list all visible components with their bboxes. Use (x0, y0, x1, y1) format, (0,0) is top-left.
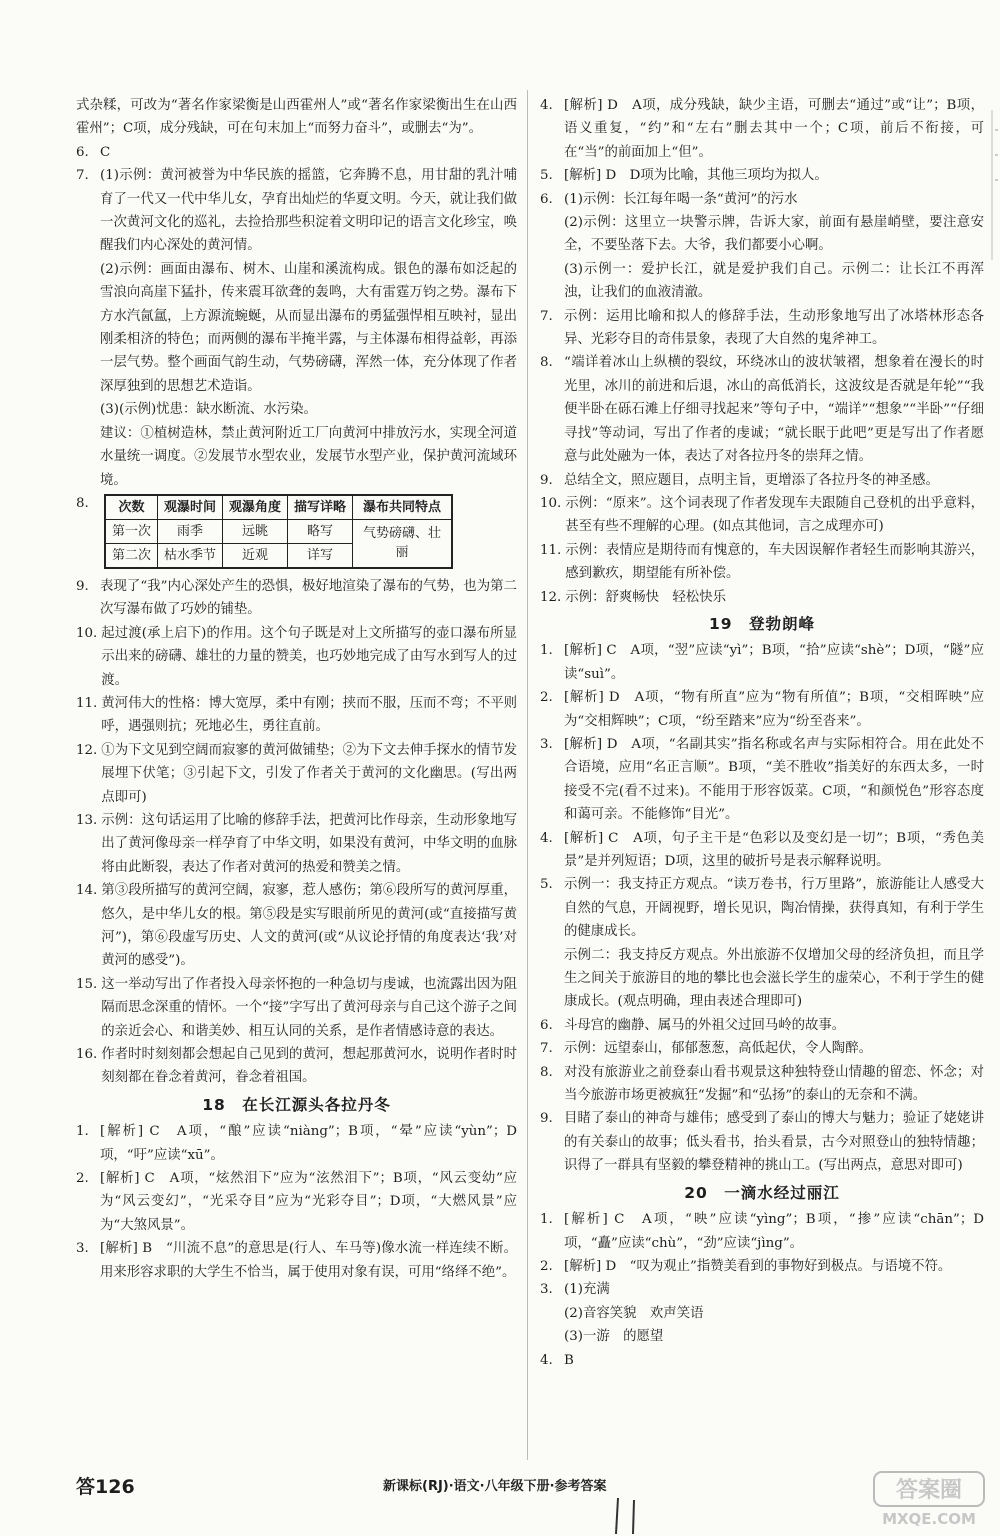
answer-number: 15. (76, 976, 98, 992)
answer-item (540, 1255, 984, 1278)
answer-text: [解析] C A项，“炫然泪下”应为“泫然泪下”；B项，“风云变幼”应为“风云变幻”，“光采夺目”应为“光彩夺目”；D项，“大燃风景”应为“大煞风景”。 (100, 1171, 517, 1233)
answer-number: 9. (76, 578, 89, 594)
answer-number: 11. (76, 695, 98, 711)
table-header-cell: 描写详略 (288, 495, 353, 520)
answer-item (76, 1120, 517, 1167)
answer-number: 1. (540, 1212, 553, 1228)
answer-item (540, 686, 984, 733)
answer-item (540, 1208, 984, 1255)
answer-item (76, 1043, 517, 1090)
answer-number: 14. (76, 883, 98, 899)
answer-text: 示例：表情应是期待而有愧意的，车夫因误解作者轻生而影响其游兴，感到歉疚，期望能有所补偿。 (565, 542, 984, 582)
section-heading: 19 登勃朗峰 (708, 614, 816, 633)
answer-text: [解析] D A项，成分残缺，缺少主语，可删去“通过”或“让”；B项，语义重复，“约”和“左右”删去其中一个；C项，前后不衔接，可在“当”的前面加上“但”。 (564, 98, 984, 160)
answer-item (540, 873, 984, 943)
answer-text: 目睹了泰山的神奇与雄伟；感受到了泰山的博大与魅力；验证了姥姥讲的有关泰山的故事；低头看书，抬头看景，古今对照登山的独特情趣；识得了一群具有坚毅的攀登精神的挑山工。(写出两点，意思对即可) (564, 1111, 984, 1174)
answer-number: 12. (540, 589, 562, 605)
answer-paragraph (540, 944, 984, 1014)
table-cell: 雨季 (158, 519, 223, 543)
page-number: 答126 (76, 1476, 135, 1498)
answer-text: 表现了“我”内心深处产生的恐惧，极好地渲染了瀑布的气势，也为第二次写瀑布做了巧妙的铺垫。 (100, 578, 517, 618)
answer-item (76, 739, 517, 809)
answer-text: 示例：远望泰山，郁郁葱葱，高低起伏，令人陶醉。 (564, 1041, 872, 1057)
table-row (105, 519, 452, 543)
answer-number: 2. (540, 1258, 553, 1274)
right-column (540, 94, 984, 1372)
answer-number: 4. (540, 98, 553, 113)
section-heading: 18 在长江源头各拉丹冬 (202, 1095, 391, 1114)
answer-text: (2)示例：画面由瀑布、树木、山崖和溪流构成。银色的瀑布如泛起的雪浪向高崖下猛扑，传来震耳欲聋的轰鸣，大有雷霆万钧之势。瀑布下方水汽氤氲，上方源流蜿蜒，从而显出瀑布的勇猛强悍相互映衬，显出刚柔相济的特色；而两侧的瀑布半掩半露，与主体瀑布相得益彰，再添一层气势。整个画面气韵生动，气势磅礴，浑然一体，充分体现了作者深厚独到的思想艺术造诣。 (100, 261, 517, 394)
table-cell: 详写 (288, 543, 353, 568)
answer-text: 这一举动写出了作者投入母亲怀抱的一种急切与虔诚，也流露出因为阻隔而思念深重的情怀。一个“接”字写出了黄河母亲与自己这个游子之间的亲近会心、和谐美妙、相互认同的关系，是作者情感诗意的表达。 (101, 976, 517, 1039)
answer-text: [解析] C A项，“酿”应读“niàng”；B项，“晕”应读“yùn”；D项，“吁”应读“xū”。 (100, 1124, 517, 1163)
answer-text: 示例：“原来”。这个词表现了作者发现车夫跟随自己登机的出乎意料，甚至有些不理解的心理。(如点其他词，言之成理亦可) (565, 495, 984, 535)
answer-item (540, 1014, 984, 1037)
answer-number: 3. (76, 1241, 89, 1257)
answer-item (540, 1061, 984, 1108)
answer-item (540, 733, 984, 827)
answer-number: 3. (540, 736, 553, 752)
answer-number: 3. (540, 1282, 553, 1298)
section-heading: 20 一滴水经过丽江 (684, 1183, 840, 1202)
answer-text: 示例：这句话运用了比喻的修辞手法，把黄河比作母亲，生动形象地写出了黄河像母亲一样孕育了中华文明，如果没有黄河，中华文明的血脉将由此断裂，表达了作者对黄河的热爱和赞美之情。 (101, 812, 517, 875)
answer-item (540, 586, 984, 609)
page-edge-mark (986, 110, 1000, 260)
answer-text: (2)示例：这里立一块警示牌，告诉大家，前面有悬崖峭壁，要注意安全，不要坠落下去。大爷，我们都要小心啊。 (564, 215, 984, 254)
answer-number: 6. (540, 191, 553, 207)
answer-number: 6. (540, 1017, 553, 1033)
answer-text: (3)一游 的愿望 (564, 1329, 664, 1345)
answer-paragraph (76, 398, 517, 421)
answer-item (540, 539, 984, 586)
answer-number: 8. (76, 495, 89, 511)
answer-item (76, 692, 517, 739)
handwritten-scribble (600, 1496, 660, 1536)
left-column (76, 94, 517, 1284)
answer-item (76, 141, 517, 164)
answer-text: [解析] D A项，“物有所直”应为“物有所值”；B项，“交相晖映”应为“交相辉映”；C项，“纷至踏来”应为“纷至沓来”。 (564, 690, 984, 729)
answer-number: 2. (76, 1171, 89, 1187)
answer-item (540, 188, 984, 211)
answer-text: 起过渡(承上启下)的作用。这个句子既是对上文所描写的壶口瀑布所显示出来的磅礴、雄壮的力量的赞美，也巧妙地完成了由写水到写人的过渡。 (101, 625, 517, 688)
answer-paragraph (540, 1302, 984, 1325)
answer-item (76, 575, 517, 622)
answer-text: (2)音容笑貌 欢声笑语 (564, 1305, 704, 1321)
answer-item (76, 809, 517, 879)
answer-number: 1. (76, 1124, 89, 1140)
answer-number: 9. (540, 472, 553, 488)
answer-number: 2. (540, 690, 553, 706)
answer-number: 7. (540, 308, 553, 324)
answer-item (540, 305, 984, 352)
comparison-table (104, 494, 453, 569)
answer-item (76, 622, 517, 692)
answer-item (540, 1037, 984, 1060)
answer-number: 11. (540, 542, 562, 558)
answer-number: 16. (76, 1047, 98, 1063)
watermark-line1: 答案圈 (895, 1478, 963, 1503)
answer-item (76, 1237, 517, 1284)
answer-item (540, 1349, 984, 1372)
table-header-cell: 瀑布共同特点 (353, 495, 453, 520)
answer-text: 示例一：我支持正方观点。“读万卷书，行万里路”，旅游能让人感受大自然的气息，开阔视野，增长见识，陶冶情操，获得真知，有利于学生的健康成长。 (564, 877, 984, 940)
answer-text: [解析] C A项，“映”应读“yìng”；B项，“掺”应读“chān”；D项，“矗”应读“chù”，“劲”应读“jìng”。 (564, 1212, 984, 1251)
table-header-cell: 次数 (105, 495, 158, 520)
table-cell: 枯水季节 (158, 543, 223, 568)
watermark-line2: MXQE.COM (882, 1510, 976, 1528)
answer-text: 示例：运用比喻和拟人的修辞手法，生动形象地写出了冰塔林形态各异、光彩夺目的奇伟景象，表现了大自然的鬼斧神工。 (564, 308, 984, 348)
answer-number: 13. (76, 812, 98, 828)
answer-item (540, 469, 984, 492)
answer-paragraph (540, 258, 984, 305)
answer-text: 作者时时刻刻都会想起自己见到的黄河，想起那黄河水，说明作者时时刻刻都在眷念着黄河，眷念着祖国。 (101, 1047, 517, 1086)
answer-number: 12. (76, 742, 98, 758)
answer-item (540, 351, 984, 468)
answer-paragraph (540, 1325, 984, 1348)
answer-number: 9. (540, 1111, 553, 1127)
answer-text: C (100, 144, 111, 160)
answer-text: 示例二：我支持反方观点。外出旅游不仅增加父母的经济负担，而且学生之间关于旅游目的地的攀比也会滋长学生的虚荣心，不利于学生的健康成长。(观点明确，理由表述合理即可) (564, 947, 984, 1010)
table-cell-common-feature: 气势磅礴、壮丽 (353, 519, 453, 568)
table-cell: 远眺 (223, 519, 288, 543)
watermark-logo (870, 1470, 988, 1530)
answer-item (76, 879, 517, 973)
answer-item (540, 492, 984, 539)
answer-text: [解析] D D项为比喻，其他三项均为拟人。 (564, 168, 828, 184)
answer-paragraph (540, 211, 984, 258)
table-header-cell: 观瀑角度 (223, 495, 288, 520)
answer-text: (1)充满 (564, 1282, 610, 1298)
answer-text: 黄河伟大的性格：博大宽厚，柔中有刚；挟而不服，压而不弯；不平则呼，遇强则抗；死地必生，勇往直前。 (101, 695, 517, 735)
answer-text: 示例：舒爽畅快 轻松快乐 (565, 589, 726, 605)
answer-item (540, 94, 984, 164)
table-cell: 第一次 (105, 519, 158, 543)
table-cell: 略写 (288, 519, 353, 543)
answer-item (540, 827, 984, 874)
answer-number: 8. (540, 1064, 553, 1080)
answer-item (76, 973, 517, 1043)
answer-item (540, 1107, 984, 1177)
answer-paragraph (76, 258, 517, 398)
answer-text: “端详着冰山上纵横的裂纹，环绕冰山的波状皱褶，想象着在漫长的时光里，冰川的前进和后退，冰山的高低消长，这波纹是否就是年轮”“我便半卧在砾石滩上仔细寻找起来”等句子中，“端详”“想象”“半卧”“仔细寻找”等动词，写出了作者的虔诚；“就长眠于此吧”更是写出了作者愿意与此处融为一体，表达了对各拉丹冬的崇拜之情。 (564, 355, 984, 465)
answer-number: 10. (540, 495, 562, 511)
column-divider (527, 90, 528, 1460)
answer-text: [解析] D “叹为观止”指赞美看到的事物好到极点。与语境不符。 (564, 1258, 952, 1274)
answer-number: 8. (540, 355, 553, 371)
answer-item (540, 639, 984, 686)
answer-item (540, 164, 984, 187)
answer-number: 5. (540, 877, 553, 893)
answer-item (76, 164, 517, 258)
answer-item (76, 492, 517, 575)
answer-text: (1)示例：长江每年喝一条“黄河”的污水 (564, 191, 798, 207)
answer-number: 10. (76, 625, 98, 641)
answer-text: B (564, 1352, 574, 1368)
answer-number: 7. (540, 1041, 553, 1057)
answer-number: 4. (540, 1352, 553, 1368)
answer-text: [解析] D A项，“名副其实”指名称或名声与实际相符合。用在此处不合语境，应用“名正言顺”。B项，“美不胜收”指美好的东西太多，一时接受不完(看不过来)。不能用于形容饭菜。C项，“和颜悦色”形容态度和蔼可亲。不能修饰“目光”。 (564, 736, 984, 823)
table-cell: 近观 (223, 543, 288, 568)
answer-text: ①为下文见到空阔而寂寥的黄河做铺垫；②为下文去伸手探水的情节发展埋下伏笔；③引起下文，引发了作者关于黄河的文化幽思。(写出两点即可) (101, 742, 517, 805)
answer-text: (3)示例一：爱护长江，就是爱护我们自己。示例二：让长江不再浑浊，让我们的血液清澈。 (564, 261, 984, 301)
answer-text: [解析] C A项，“翌”应读“yì”；B项，“拾”应读“shè”；D项，“隧”应读“suì”。 (564, 643, 984, 682)
table-header-cell: 观瀑时间 (158, 495, 223, 520)
answer-text: (1)示例：黄河被誉为中华民族的摇篮，它奔腾不息，用甘甜的乳汁哺育了一代又一代中华儿女，孕育出灿烂的华夏文明。今天，就让我们做一次黄河文化的巡礼，去捡拾那些积淀着文明印记的语言文化珍宝，唤醒我们内心深处的黄河情。 (100, 168, 517, 254)
answer-number: 4. (540, 830, 553, 846)
answer-text: [解析] C A项，句子主干是“色彩以及变幻是一切”；B项，“秀色美景”是并列短语；D项，这里的破折号是表示解释说明。 (564, 830, 984, 869)
answer-text: 总结全文，照应题目，点明主旨，更增添了各拉丹冬的神圣感。 (564, 472, 939, 488)
answer-paragraph (76, 422, 517, 492)
answer-text: (3)(示例)忧患：缺水断流、水污染。 (100, 402, 317, 418)
answer-number: 7. (76, 168, 89, 184)
answer-number: 5. (540, 168, 553, 184)
answer-item (76, 1167, 517, 1237)
book-title-footer: 新课标(RJ)·语文·八年级下册·参考答案 (383, 1479, 607, 1494)
continued-text: 式杂糅，可改为“著名作家梁衡是山西霍州人”或“著名作家梁衡出生在山西霍州”；C项，成分残缺，可在句末加上“而努力奋斗”，或删去“为”。 (76, 98, 517, 137)
answer-text: 第③段所描写的黄河空阔，寂寥，惹人感伤；第⑥段所写的黄河厚重，悠久，是中华儿女的根。第⑤段是实写眼前所见的黄河(或“直接描写黄河”)，第⑥段虚写历史、人文的黄河(或“从议论抒情的角度表达‘我’对黄河的感受”)。 (101, 883, 517, 969)
answer-text: [解析] B “川流不息”的意思是(行人、车马等)像水流一样连续不断。用来形容求职的大学生不恰当，属于使用对象有误，可用“络绎不绝”。 (100, 1241, 517, 1280)
answer-text: 建议：①植树造林，禁止黄河附近工厂向黄河中排放污水，实现全河道水量统一调度。②发展节水型农业，发展节水型产业，保护黄河流域环境。 (100, 425, 517, 488)
answer-text: 斗母宫的幽静、属马的外祖父过回马岭的故事。 (564, 1017, 846, 1033)
answer-number: 6. (76, 144, 89, 160)
answer-text: 对没有旅游业之前登泰山看书观景这种独特登山情趣的留恋、怀念；对当今旅游市场更被疯狂“发掘”和“弘扬”的泰山的无奈和不满。 (564, 1064, 984, 1104)
answer-number: 1. (540, 643, 553, 659)
table-cell: 第二次 (105, 543, 158, 568)
answer-item (540, 1278, 984, 1301)
